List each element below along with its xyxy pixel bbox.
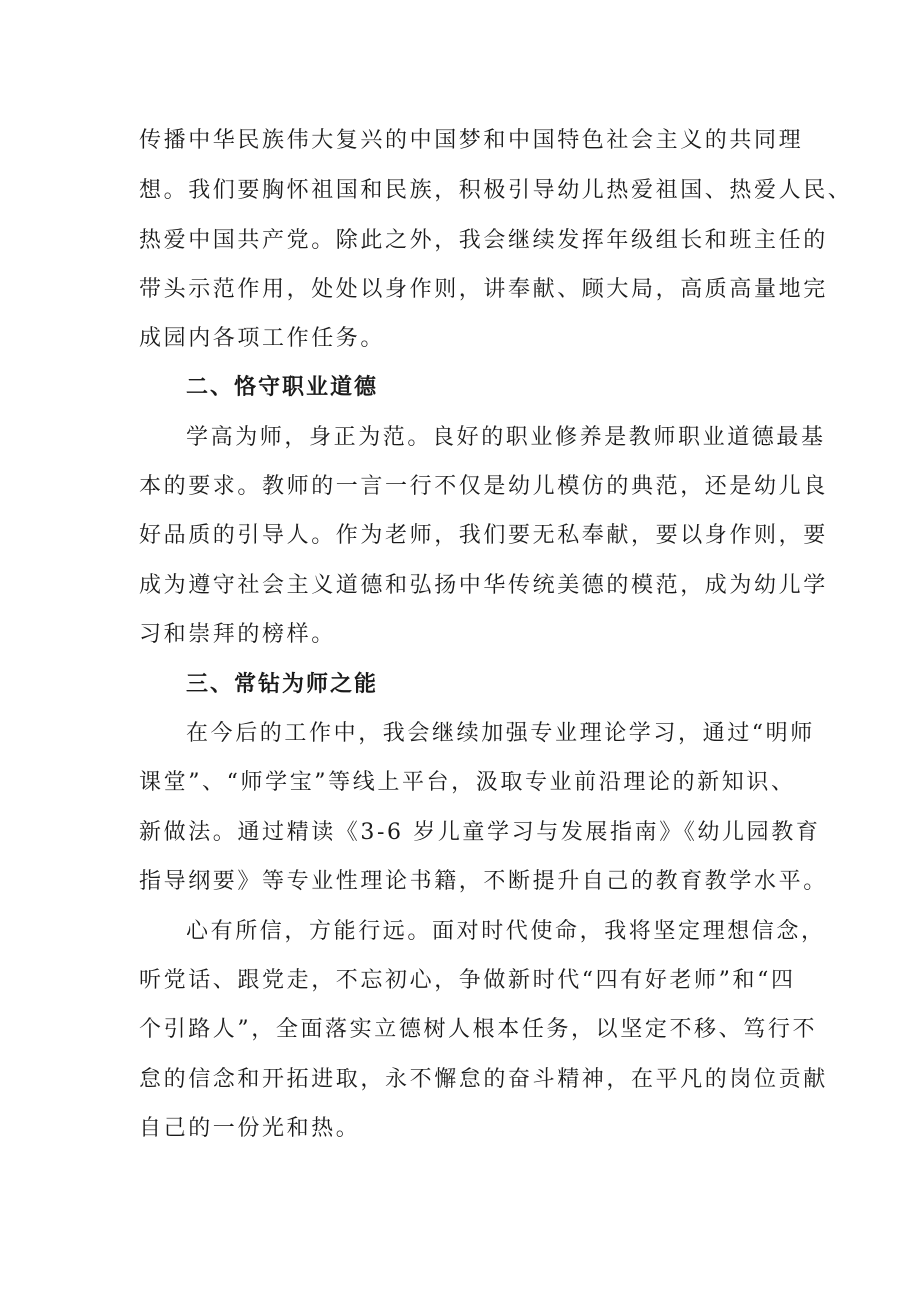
section-heading: 三、常钻为师之能	[186, 672, 379, 697]
paragraph-line: 在今后的工作中，我会继续加强专业理论学习，通过“明师	[186, 721, 815, 746]
paragraph-line: 想。我们要胸怀祖国和民族，积极引导幼儿热爱祖国、热爱人民、	[139, 178, 853, 203]
paragraph-line: 热爱中国共产党。除此之外，我会继续发挥年级组长和班主任的	[139, 228, 828, 253]
paragraph-line: 传播中华民族伟大复兴的中国梦和中国特色社会主义的共同理	[139, 128, 804, 153]
paragraph-line: 听党话、跟党走，不忘初心，争做新时代“四有好老师”和“四	[139, 968, 796, 993]
paragraph-line: 指导纲要》等专业性理论书籍，不断提升自己的教育教学水平。	[139, 869, 828, 894]
paragraph-line: 个引路人”，全面落实立德树人根本任务，以坚定不移、笃行不	[139, 1017, 818, 1042]
paragraph-line: 学高为师，身正为范。良好的职业修养是教师职业道德最基	[186, 425, 826, 450]
paragraph-line: 好品质的引导人。作为老师，我们要无私奉献，要以身作则，要	[139, 523, 828, 548]
paragraph-line: 课堂”、“师学宝”等线上平台，汲取专业前沿理论的新知识、	[139, 770, 796, 795]
paragraph-line: 成为遵守社会主义道德和弘扬中华传统美德的模范，成为幼儿学	[139, 573, 828, 598]
paragraph-line: 新做法。通过精读《3-6 岁儿童学习与发展指南》《幼儿园教育	[139, 820, 821, 845]
paragraph-line: 成园内各项工作任务。	[139, 326, 386, 351]
paragraph-line: 本的要求。教师的一言一行不仅是幼儿模仿的典范，还是幼儿良	[139, 474, 828, 499]
section-heading: 二、恪守职业道德	[186, 375, 379, 400]
paragraph-line: 带头示范作用，处处以身作则，讲奉献、顾大局，高质高量地完	[139, 277, 828, 302]
paragraph-line: 习和崇拜的榜样。	[139, 622, 336, 647]
paragraph-line: 怠的信念和开拓进取，永不懈怠的奋斗精神，在平凡的岗位贡献	[139, 1067, 828, 1092]
paragraph-line: 心有所信，方能行远。面对时代使命，我将坚定理想信念，	[186, 919, 826, 944]
paragraph-line: 自己的一份光和热。	[139, 1116, 361, 1141]
